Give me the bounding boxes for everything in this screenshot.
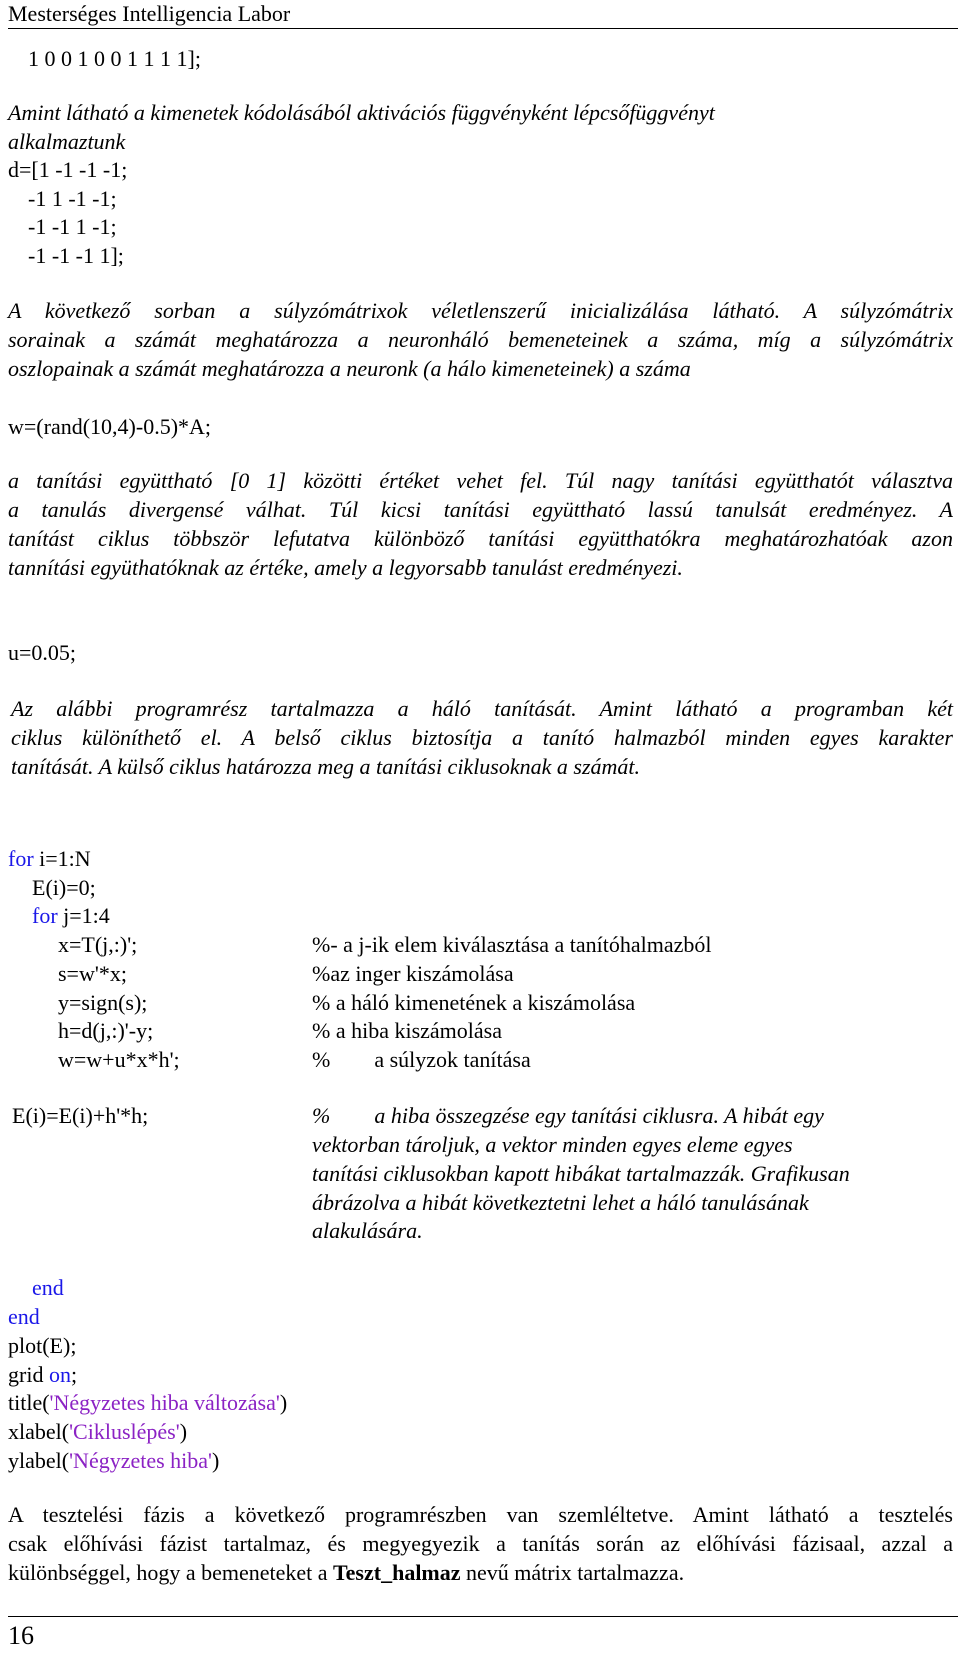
comment-w: % a súlyzok tanítása [312, 1047, 531, 1072]
grid-cmd: grid [8, 1362, 49, 1387]
comment-s: %az inger kiszámolása [312, 961, 514, 986]
keyword-for: for [32, 903, 58, 928]
para3-line4: tannítási együthatóknak az értéke, amely a legyorsabb tanulást eredményezi. [8, 555, 683, 580]
comment-e-line3: tanítási ciklusokban kapott hibákat tartalmazzák. Grafikusan [312, 1161, 850, 1186]
para3-line2: a tanulás divergensé válhat. Túl kicsi tanítási együttható lassú tanulsát eredményez. A [8, 497, 953, 522]
code-line-x: x=T(j,:)'; [58, 932, 138, 957]
para5-line3 [8, 1558, 953, 1587]
paragraph-learning-rate [8, 466, 953, 582]
for-outer-range: i=1:N [33, 846, 91, 871]
keyword-end-inner: end [32, 1275, 64, 1300]
para3-line1: a tanítási együttható [0 1] közötti értéket vehet fel. Túl nagy tanítási együtthatót választva [8, 468, 953, 493]
code-line-h: h=d(j,:)'-y; [58, 1018, 154, 1043]
xlabel-cmd: xlabel( [8, 1419, 70, 1444]
code-grid [8, 1360, 77, 1389]
comment-x: %- a j-ik elem kiválasztása a tanítóhalmazból [312, 932, 712, 957]
teszt-halmaz-bold: Teszt_halmaz [333, 1560, 461, 1585]
para5-line1: A tesztelési fázis a következő programrészben van szemléltetve. Amint látható a tesztelés [8, 1502, 953, 1527]
comment-e-line4: ábrázolva a hibát következtetni lehet a háló tanulásának [312, 1190, 809, 1215]
keyword-for: for [8, 846, 34, 871]
running-header: Mesterséges Intelligencia Labor [8, 1, 291, 26]
code-ylabel [8, 1446, 219, 1475]
xlabel-end: ) [179, 1419, 188, 1444]
d-matrix-line4: -1 -1 -1 1]; [28, 243, 124, 268]
title-cmd: title( [8, 1390, 50, 1415]
code-for-outer [8, 844, 91, 873]
para1-line2: alkalmaztunk [8, 129, 126, 154]
para4-line3: tanítását. A külső ciklus határozza meg a tanítási ciklusoknak a számát. [11, 754, 641, 779]
header-rule [8, 28, 958, 29]
matrix-tail: 1 0 0 1 0 0 1 1 1 1]; [28, 46, 201, 71]
code-e-update: E(i)=E(i)+h'*h; [12, 1103, 149, 1128]
footer-rule [8, 1616, 958, 1617]
code-e-init: E(i)=0; [32, 875, 96, 900]
grid-end: ; [70, 1362, 78, 1387]
comment-e-line5: alakulására. [312, 1218, 423, 1243]
comment-y: % a háló kimenetének a kiszámolása [312, 990, 636, 1015]
para4-line1: Az alábbi programrész tartalmazza a háló tanítását. Amint látható a programban két [11, 696, 953, 721]
ylabel-string: 'Négyzetes hiba' [69, 1448, 213, 1473]
code-plot: plot(E); [8, 1333, 77, 1358]
para2-line1: A következő sorban a súlyzómátrixok véletlenszerű inicializálása látható. A súlyzómátrix [8, 298, 953, 323]
para4-line2: ciklus különíthető el. A belső ciklus biztosítja a tanító halmazból minden egyes karakter [11, 725, 953, 750]
code-line-s: s=w'*x; [58, 961, 127, 986]
code-for-inner [32, 901, 110, 930]
ylabel-cmd: ylabel( [8, 1448, 70, 1473]
u-init-code: u=0.05; [8, 640, 77, 665]
page-number: 16 [8, 1621, 34, 1650]
paragraph-weight-init [8, 296, 953, 383]
d-matrix-line2: -1 1 -1 -1; [28, 186, 117, 211]
comment-e-line2: vektorban tároljuk, a vektor minden egyes eleme egyes [312, 1132, 793, 1157]
para1-line1: Amint látható a kimenetek kódolásából aktivációs függvényként lépcsőfüggvényt [8, 100, 715, 125]
paragraph-training [11, 694, 953, 781]
para2-line2: sorainak a számát meghatározza a neuronháló bemeneteinek a száma, míg a súlyzómátrix [8, 327, 953, 352]
para3-line3: tanítást ciklus többször lefutatva különböző tanítási együtthatókra meghatározhatóak azon [8, 526, 953, 551]
d-matrix-line3: -1 -1 1 -1; [28, 214, 117, 239]
w-init-code: w=(rand(10,4)-0.5)*A; [8, 414, 212, 439]
para2-line3: oszlopainak a számát meghatározza a neuronk (a hálo kimeneteinek) a száma [8, 356, 691, 381]
para5-line2: csak előhívási fázist tartalmaz, és megyegyezik a tanítás során az előhívási fázisaal, azzal a [8, 1531, 953, 1556]
title-end: ) [279, 1390, 288, 1415]
code-xlabel [8, 1417, 187, 1446]
ylabel-end: ) [212, 1448, 220, 1473]
xlabel-string: 'Cikluslépés' [69, 1419, 180, 1444]
para5-line3-post: nevű mátrix tartalmazza. [460, 1560, 685, 1585]
keyword-on: on [48, 1362, 71, 1387]
comment-e-line1: % a hiba összegzése egy tanítási ciklusra. A hibát egy [312, 1103, 824, 1128]
code-line-y: y=sign(s); [58, 990, 148, 1015]
for-inner-range: j=1:4 [57, 903, 110, 928]
para5-line3-pre: különbséggel, hogy a bemeneteket a [8, 1560, 334, 1585]
title-string: 'Négyzetes hiba változása' [49, 1390, 280, 1415]
d-matrix-line1: d=[1 -1 -1 -1; [8, 157, 128, 182]
code-title [8, 1388, 287, 1417]
code-line-w: w=w+u*x*h'; [58, 1047, 180, 1072]
comment-h: % a hiba kiszámolása [312, 1018, 502, 1043]
paragraph-testing [8, 1500, 953, 1587]
keyword-end-outer: end [8, 1304, 40, 1329]
